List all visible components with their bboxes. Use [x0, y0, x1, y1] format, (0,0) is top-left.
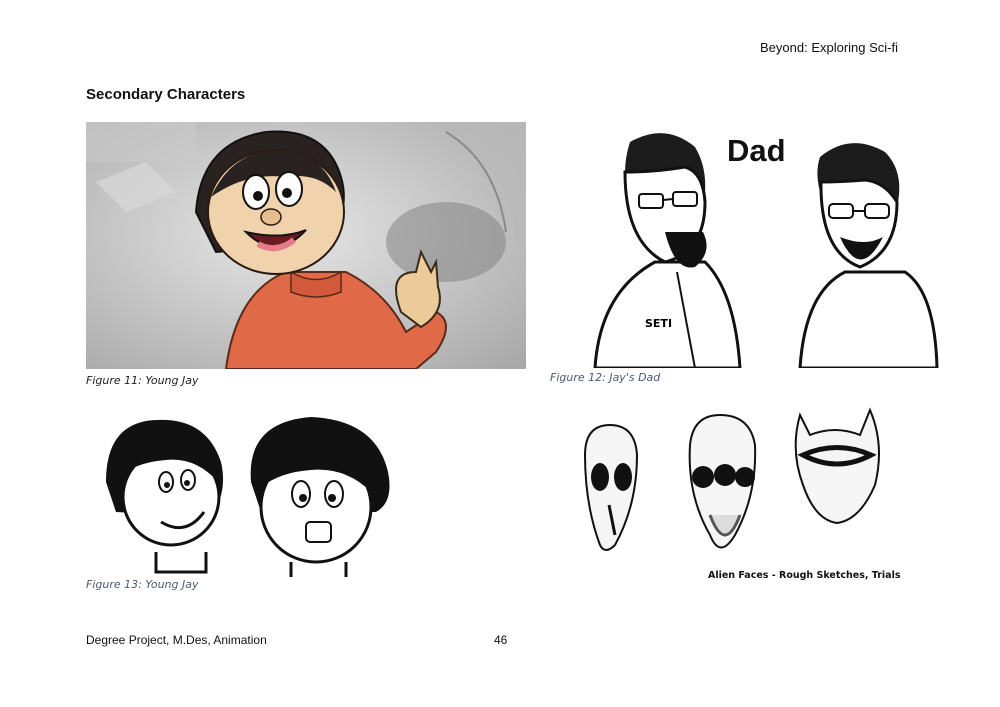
young-jay-color-illustration: [86, 122, 526, 369]
alien-faces-caption: Alien Faces - Rough Sketches, Trials: [708, 570, 901, 581]
page-number: 46: [494, 633, 508, 647]
figure-young-jay-color: [86, 122, 526, 369]
figure-caption: Figure 13: Young Jay: [86, 578, 199, 591]
footer-text: Degree Project, M.Des, Animation: [86, 633, 267, 647]
young-jay-sketch-illustration: [96, 412, 416, 578]
section-heading: Secondary Characters: [86, 86, 246, 103]
dad-label: Dad: [727, 133, 786, 168]
alien-faces-illustration: [575, 405, 895, 565]
figure-young-jay-sketch: [96, 412, 416, 578]
running-header: Beyond: Exploring Sci-fi: [760, 40, 899, 55]
figure-caption: Figure 12: Jay's Dad: [550, 371, 661, 384]
figure-alien-faces: [575, 405, 895, 565]
seti-badge: SETI: [645, 317, 673, 330]
figure-caption: Figure 11: Young Jay: [86, 374, 199, 387]
